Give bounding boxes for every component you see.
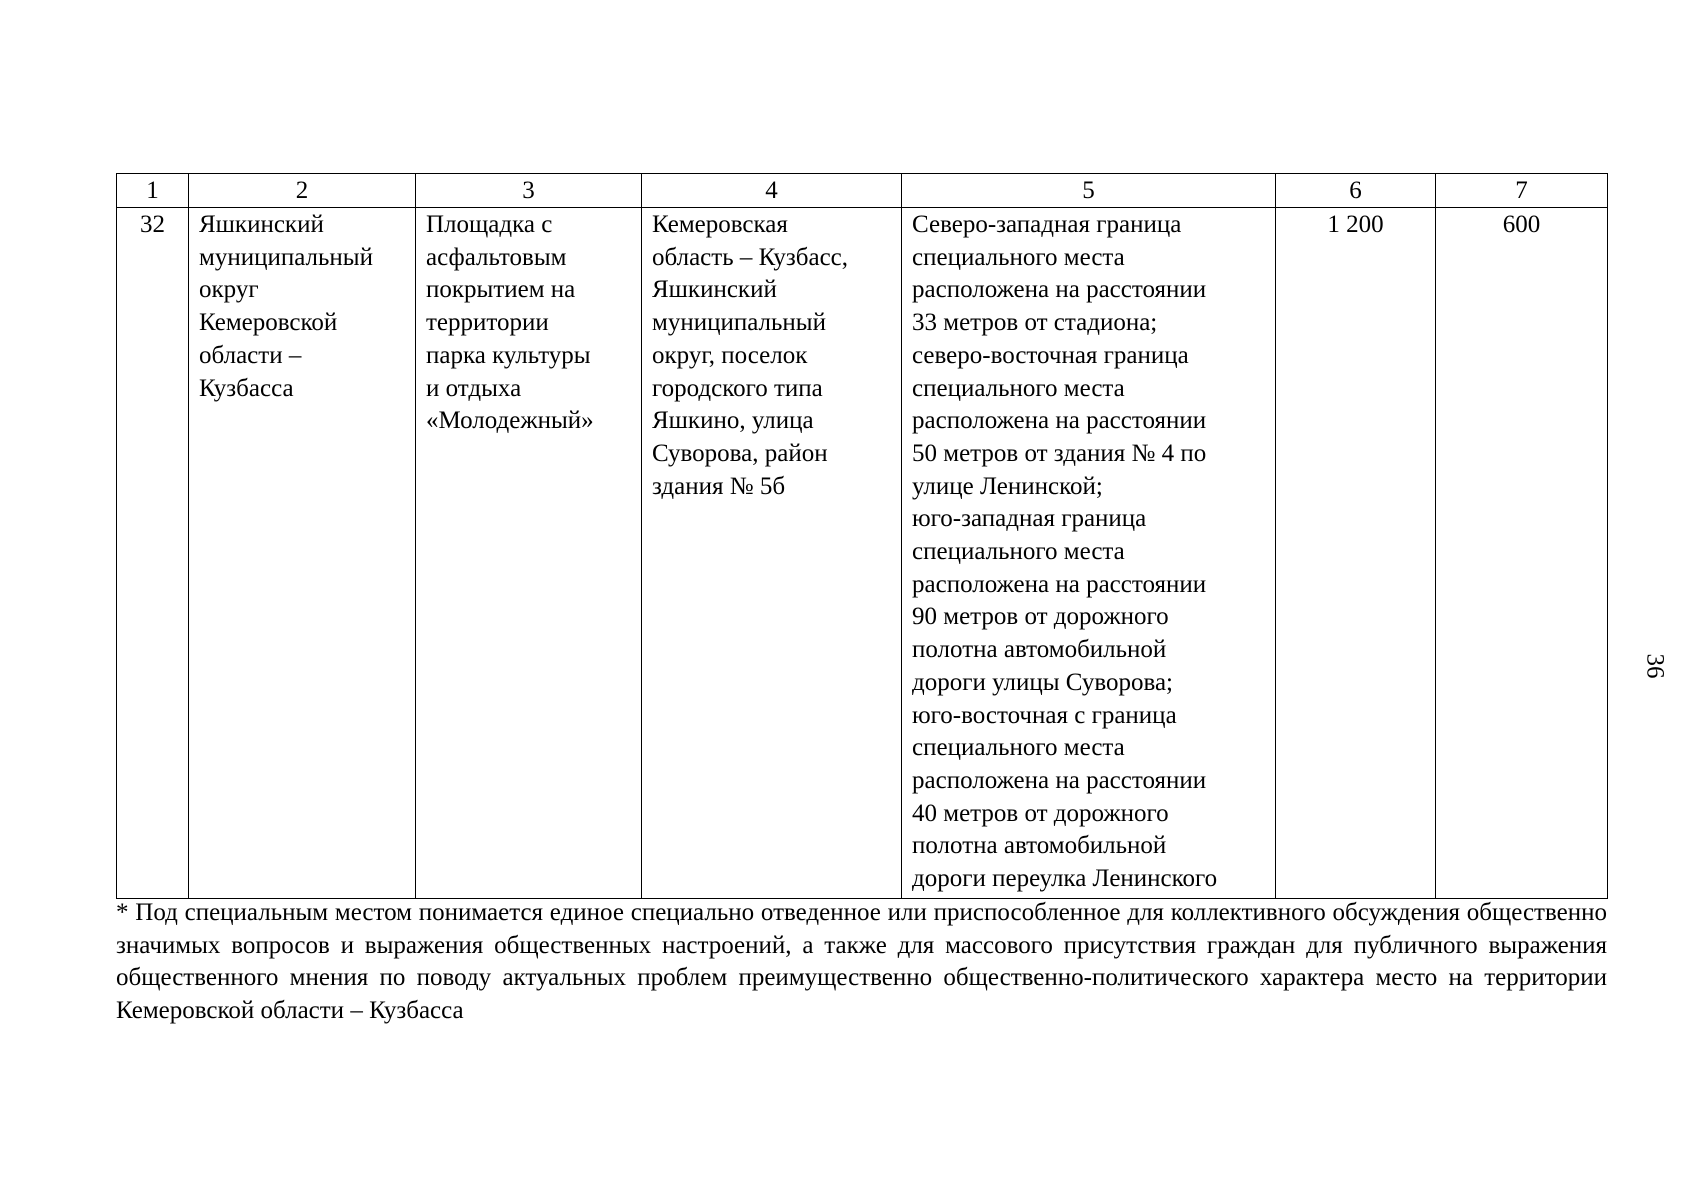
municipality-cell: Яшкинский муниципальный округ Кемеровской области – Кузбасса — [189, 208, 416, 899]
address-cell: Кемеровская область – Кузбасс, Яшкинский муниципальный округ, поселок городского типа Яшкино, улица Суворова, район здания № 5б — [642, 208, 902, 899]
row-number-cell: 32 — [117, 208, 189, 899]
limit-cell: 600 — [1436, 208, 1608, 899]
boundaries-cell: Северо-западная граница специального места расположена на расстоянии 33 метров от стадиона; северо-восточная граница специального места расположена на расстоянии 50 метров от здания № 4 по улице Ленинской; юго-западная граница специального места расположена на расстоянии 90 метров от дорожного полотна автомобильной дороги улицы Суворова; юго-восточная с граница специального места расположена на расстоянии 40 метров от дорожного полотна автомобильной дороги переулка Ленинского — [902, 208, 1276, 899]
capacity-cell: 1 200 — [1276, 208, 1436, 899]
column-header-7: 7 — [1436, 174, 1608, 208]
table-header-row — [117, 174, 1608, 208]
footnote-text: * Под специальным местом понимается единое специально отведенное или приспособленное для коллективного обсуждения общественно значимых вопросов и выражения общественных настроений, а также для массового присутствия граждан для публичного выражения общественного мнения по поводу актуальных проблем преимущественно общественно-политического характера место на территории Кемеровской области – Кузбасса — [116, 899, 1607, 1025]
table-row — [117, 208, 1608, 899]
column-header-2: 2 — [189, 174, 416, 208]
column-header-6: 6 — [1276, 174, 1436, 208]
column-header-5: 5 — [902, 174, 1276, 208]
column-header-1: 1 — [117, 174, 189, 208]
places-table — [116, 173, 1608, 899]
place-name-cell: Площадка с асфальтовым покрытием на территории парка культуры и отдыха «Молодежный» — [416, 208, 642, 899]
page-number: 36 — [1641, 653, 1669, 679]
column-header-3: 3 — [416, 174, 642, 208]
column-header-4: 4 — [642, 174, 902, 208]
